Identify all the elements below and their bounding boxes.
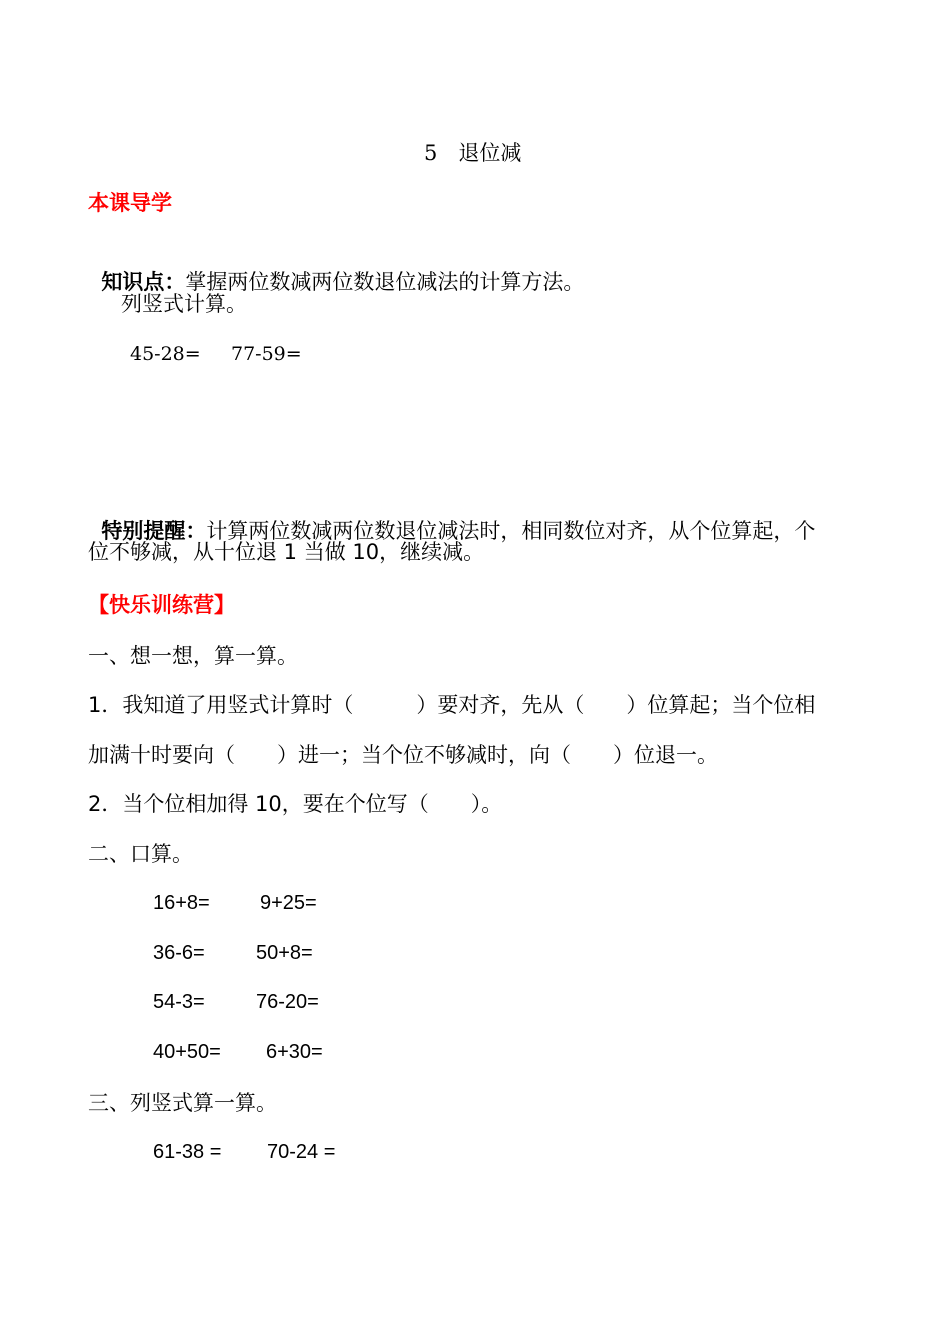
oral-calc-1-1: 16+8= xyxy=(153,892,210,914)
vertical-calc-2: 70-24 = xyxy=(267,1141,336,1163)
question1-line-1: 1．我知道了用竖式计算时（ ）要对齐，先从（ ）位算起；当个位相 xyxy=(88,693,816,717)
example-problem-1: 45-28= xyxy=(130,343,201,365)
question1-line-2: 加满十时要向（ ）进一；当个位不够减时，向（ ）位退一。 xyxy=(88,743,718,767)
camp-heading: 【快乐训练营】 xyxy=(88,593,235,617)
reminder-line-2: 位不够减，从十位退 1 当做 10，继续减。 xyxy=(88,540,485,564)
section2-heading: 二、口算。 xyxy=(88,842,193,866)
oral-calc-2-1: 36-6= xyxy=(153,942,205,964)
oral-calc-3-2: 76-20= xyxy=(256,991,319,1013)
vertical-calc-1: 61-38 = xyxy=(153,1141,222,1163)
example-instruction: 列竖式计算。 xyxy=(121,292,247,316)
reminder-text-1: 计算两位数减两位数退位减法时，相同数位对齐，从个位算起，个 xyxy=(206,519,816,543)
reminder-label: 特别提醒： xyxy=(101,519,207,543)
oral-calc-1-2: 9+25= xyxy=(260,892,317,914)
knowledge-label: 知识点： xyxy=(101,270,186,294)
oral-calc-4-2: 6+30= xyxy=(266,1041,323,1063)
reminder-line-1 xyxy=(88,489,815,545)
page-title: 5 退位减 xyxy=(424,141,522,165)
oral-calc-2-2: 50+8= xyxy=(256,942,313,964)
oral-calc-4-1: 40+50= xyxy=(153,1041,221,1063)
example-problem-2: 77-59= xyxy=(231,343,302,365)
knowledge-point xyxy=(88,240,584,296)
question2: 2．当个位相加得 10，要在个位写（ ）。 xyxy=(88,792,503,816)
knowledge-text: 掌握两位数减两位数退位减法的计算方法。 xyxy=(185,270,585,294)
section1-heading: 一、想一想，算一算。 xyxy=(88,644,298,668)
section3-heading: 三、列竖式算一算。 xyxy=(88,1091,277,1115)
oral-calc-3-1: 54-3= xyxy=(153,991,205,1013)
guide-heading: 本课导学 xyxy=(88,191,172,215)
